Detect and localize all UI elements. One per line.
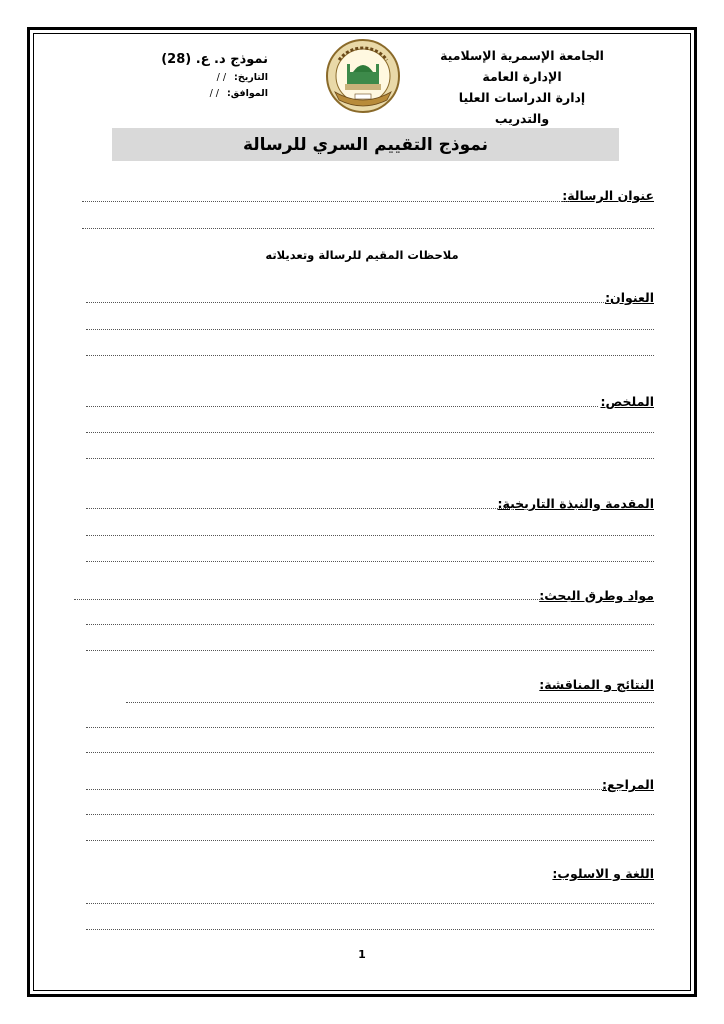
form-title-bar xyxy=(112,128,619,161)
department-name: إدارة الدراسات العليا والتدريب xyxy=(458,90,586,126)
section-abstract-line-3[interactable] xyxy=(86,458,654,459)
administration-name: الإدارة العامة xyxy=(482,69,562,84)
section-methods-line-1[interactable] xyxy=(74,599,544,600)
university-seal-logo xyxy=(325,38,401,114)
section-abstract-line-2[interactable] xyxy=(86,432,654,433)
institution-block xyxy=(432,45,612,129)
section-label-introduction: المقدمة والنبذة التاريخية: xyxy=(497,496,654,511)
page-number: 1 xyxy=(358,948,366,961)
corresponding-label: الموافق: xyxy=(227,88,268,99)
evaluator-notes-heading: ملاحظات المقيم للرسالة وتعديلاته xyxy=(265,248,459,262)
section-label-results: النتائج و المناقشة: xyxy=(539,677,654,692)
page-border-inner xyxy=(33,33,691,991)
section-label-references: المراجع: xyxy=(602,777,654,792)
section-results-line-3[interactable] xyxy=(86,752,654,753)
section-results-line-2[interactable] xyxy=(86,727,654,728)
university-name: الجامعة الإسمرية الإسلامية xyxy=(440,48,604,63)
section-language-line-2[interactable] xyxy=(86,929,654,930)
section-methods-line-2[interactable] xyxy=(86,624,654,625)
section-title-line-3[interactable] xyxy=(86,355,654,356)
form-title: نموذج التقييم السري للرسالة xyxy=(242,134,489,155)
section-title-line-2[interactable] xyxy=(86,329,654,330)
form-number: نموذج د. ع. (28) xyxy=(161,52,268,67)
form-info-block xyxy=(148,52,268,99)
section-references-line-3[interactable] xyxy=(86,840,654,841)
section-title-line-1[interactable] xyxy=(86,302,606,303)
section-introduction-line-3[interactable] xyxy=(86,561,654,562)
section-references-line-2[interactable] xyxy=(86,814,654,815)
date-value[interactable]: / / xyxy=(216,72,227,83)
thesis-title-label: عنوان الرسالة: xyxy=(562,188,654,203)
corresponding-value[interactable]: / / xyxy=(209,88,219,99)
section-references-line-1[interactable] xyxy=(86,789,606,790)
date-label: التاريخ: xyxy=(234,72,268,83)
section-label-methods: مواد وطرق البحث: xyxy=(539,588,654,603)
thesis-title-line-2[interactable] xyxy=(82,228,654,229)
section-introduction-line-1[interactable] xyxy=(86,508,510,509)
thesis-title-line[interactable] xyxy=(82,201,570,202)
section-label-title: العنوان: xyxy=(605,290,654,305)
section-label-language: اللغة و الاسلوب: xyxy=(552,866,654,881)
date-row xyxy=(148,72,268,83)
section-results-line-1[interactable] xyxy=(126,702,654,703)
section-methods-line-3[interactable] xyxy=(86,650,654,651)
section-introduction-line-2[interactable] xyxy=(86,535,654,536)
section-label-abstract: الملخص: xyxy=(600,394,654,409)
corresponding-date-row xyxy=(148,88,268,99)
section-abstract-line-1[interactable] xyxy=(86,406,598,407)
section-language-line-1[interactable] xyxy=(86,903,654,904)
